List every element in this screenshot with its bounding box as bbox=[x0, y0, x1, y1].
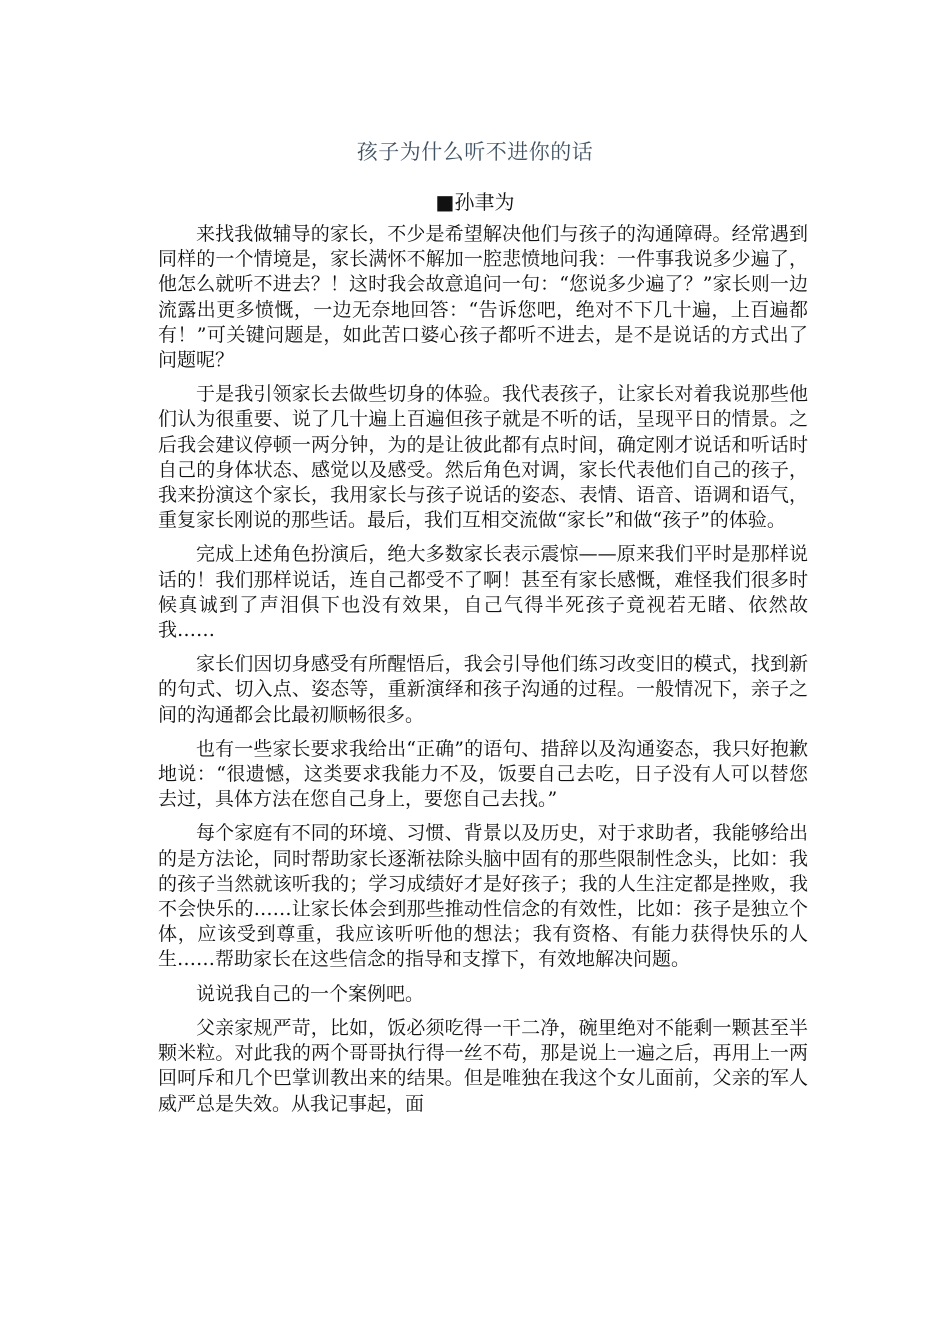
paragraph: 于是我引领家长去做些切身的体验。我代表孩子，让家长对着我说那些他们认为很重要、说了几十遍上百遍但孩子就是不听的话，呈现平日的情景。之后我会建议停顿一两分钟，为的是让彼此都有点时间，确定刚才说话和听话时自己的身体状态、感觉以及感受。然后角色对调，家长代表他们自己的孩子，我来扮演这个家长，我用家长与孩子说话的姿态、表情、语音、语调和语气，重复家长刚说的那些话。最后，我们互相交流做“家长”和做“孩子”的体验。 bbox=[158, 383, 808, 532]
article-author: ■孙聿为 bbox=[435, 190, 515, 214]
paragraph: 每个家庭有不同的环境、习惯、背景以及历史，对于求助者，我能够给出的是方法论，同时帮助家长逐渐祛除头脑中固有的那些限制性念头，比如：我的孩子当然就该听我的；学习成绩好才是好孩子；我的人生注定都是挫败，我不会快乐的……让家长体会到那些推动性信念的有效性，比如：孩子是独立个体，应该受到尊重，我应该听听他的想法；我有资格、有能力获得快乐的人生……帮助家长在这些信念的指导和支撑下，有效地解决问题。 bbox=[158, 822, 808, 971]
paragraph: 家长们因切身感受有所醒悟后，我会引导他们练习改变旧的模式，找到新的句式、切入点、姿态等，重新演绎和孩子沟通的过程。一般情况下，亲子之间的沟通都会比最初顺畅很多。 bbox=[158, 653, 808, 726]
paragraph: 来找我做辅导的家长，不少是希望解决他们与孩子的沟通障碍。经常遇到同样的一个情境是，家长满怀不解加一腔悲愤地问我：一件事我说多少遍了，他怎么就听不进去？！这时我会故意追问一句：“您说多少遍了？”家长则一边流露出更多愤慨，一边无奈地回答：“告诉您吧，绝对不下几十遍，上百遍都有！”可关键问题是，如此苦口婆心孩子都听不进去，是不是说话的方式出了问题呢？ bbox=[158, 223, 808, 372]
article-title: 孩子为什么听不进你的话 bbox=[356, 140, 594, 164]
paragraph: 也有一些家长要求我给出“正确”的语句、措辞以及沟通姿态，我只好抱歉地说：“很遗憾，这类要求我能力不及，饭要自己去吃，日子没有人可以替您去过，具体方法在您自己身上，要您自己去找。” bbox=[158, 737, 808, 811]
paragraph: 说说我自己的一个案例吧。 bbox=[196, 982, 425, 1005]
paragraph: 完成上述角色扮演后，绝大多数家长表示震惊——原来我们平时是那样说话的！我们那样说话，连自己都受不了啊！甚至有家长感慨，难怪我们很多时候真诚到了声泪俱下也没有效果，自己气得半死孩子竟视若无睹、依然故我…… bbox=[158, 543, 808, 642]
paragraph: 父亲家规严苛，比如，饭必须吃得一干二净，碗里绝对不能剩一颗甚至半颗米粒。对此我的两个哥哥执行得一丝不苟，那是说上一遍之后，再用上一两回呵斥和几个巴掌训教出来的结果。但是唯独在我这个女儿面前，父亲的军人威严总是失效。从我记事起，面 bbox=[158, 1016, 808, 1115]
article-body bbox=[158, 222, 808, 1126]
